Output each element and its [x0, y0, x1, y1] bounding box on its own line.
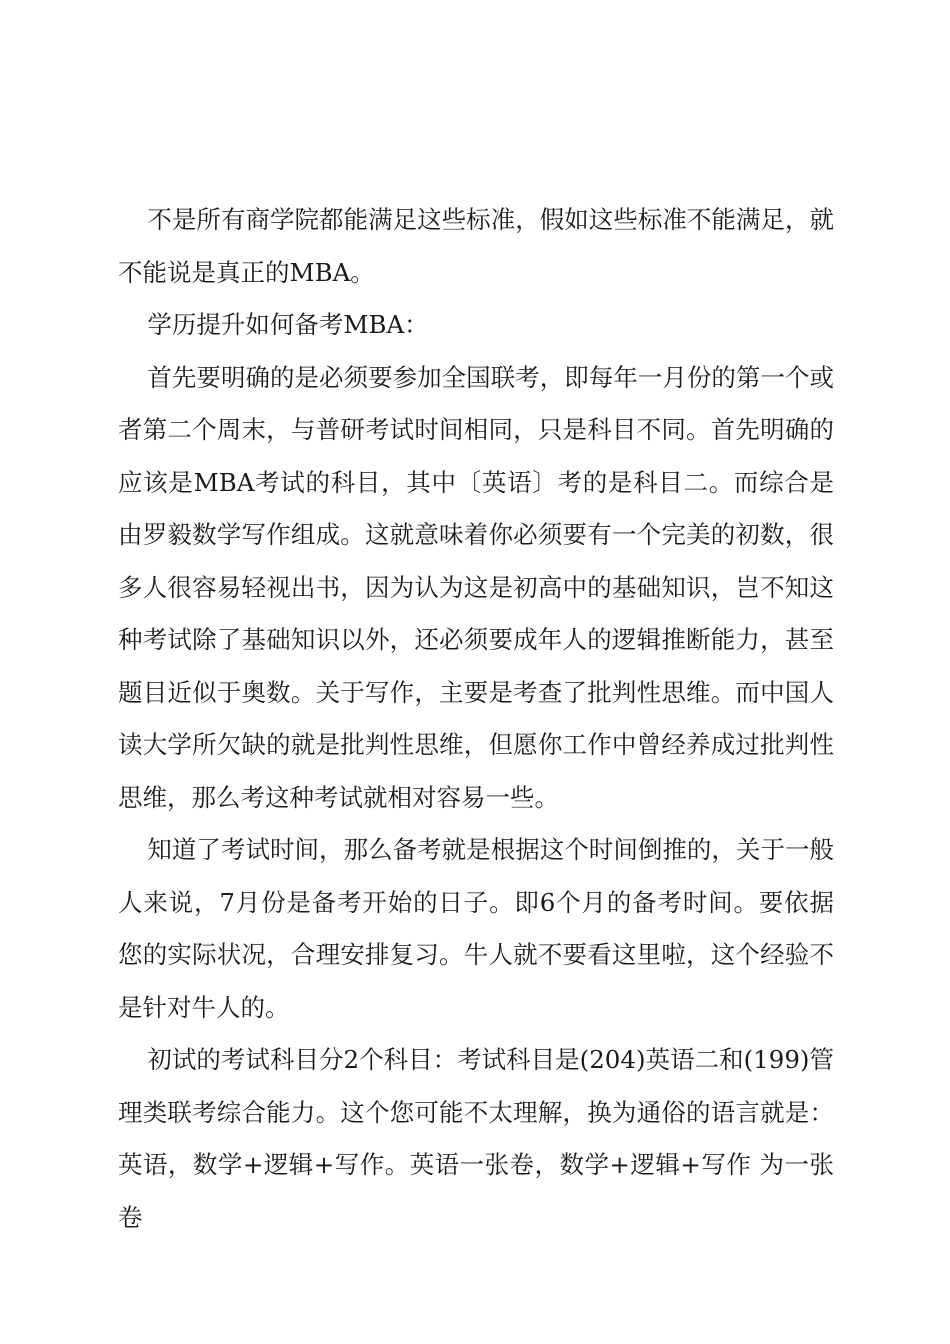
- paragraph-national-exam: 首先要明确的是必须要参加全国联考，即每年一月份的第一个或者第二个周末，与普研考试时间相同，只是科目不同。首先明确的应该是MBA考试的科目，其中〔英语〕考的是科目二。而综合是由罗毅数学写作组成。这就意味着你必须要有一个完美的初数，很多人很容易轻视出书，因为认为这是初高中的基础知识，岂不知这种考试除了基础知识以外，还必须要成年人的逻辑推断能力，甚至题目近似于奥数。关于写作，主要是考查了批判性思维。而中国人读大学所欠缺的就是批判性思维，但愿你工作中曾经养成过批判性思维，那么考这种考试就相对容易一些。: [118, 362, 834, 812]
- paragraph-mba-standards: 不是所有商学院都能满足这些标准，假如这些标准不能满足，就不能说是真正的MBA。: [118, 205, 834, 287]
- paragraph-exam-subjects: 初试的考试科目分2个科目：考试科目是(204)英语二和(199)管理类联考综合能力。这个您可能不太理解，换为通俗的语言就是：英语，数学+逻辑+写作。英语一张卷，数学+逻辑+写作 为一张卷: [118, 1045, 834, 1232]
- paragraph-exam-timeline: 知道了考试时间，那么备考就是根据这个时间倒推的，关于一般人来说，7月份是备考开始的日子。即6个月的备考时间。要依据您的实际状况，合理安排复习。牛人就不要看这里啦，这个经验不是针对牛人的。: [118, 835, 834, 1022]
- paragraph-how-to-prepare-heading: 学历提升如何备考MBA：: [147, 310, 429, 339]
- document-body: [118, 194, 834, 1244]
